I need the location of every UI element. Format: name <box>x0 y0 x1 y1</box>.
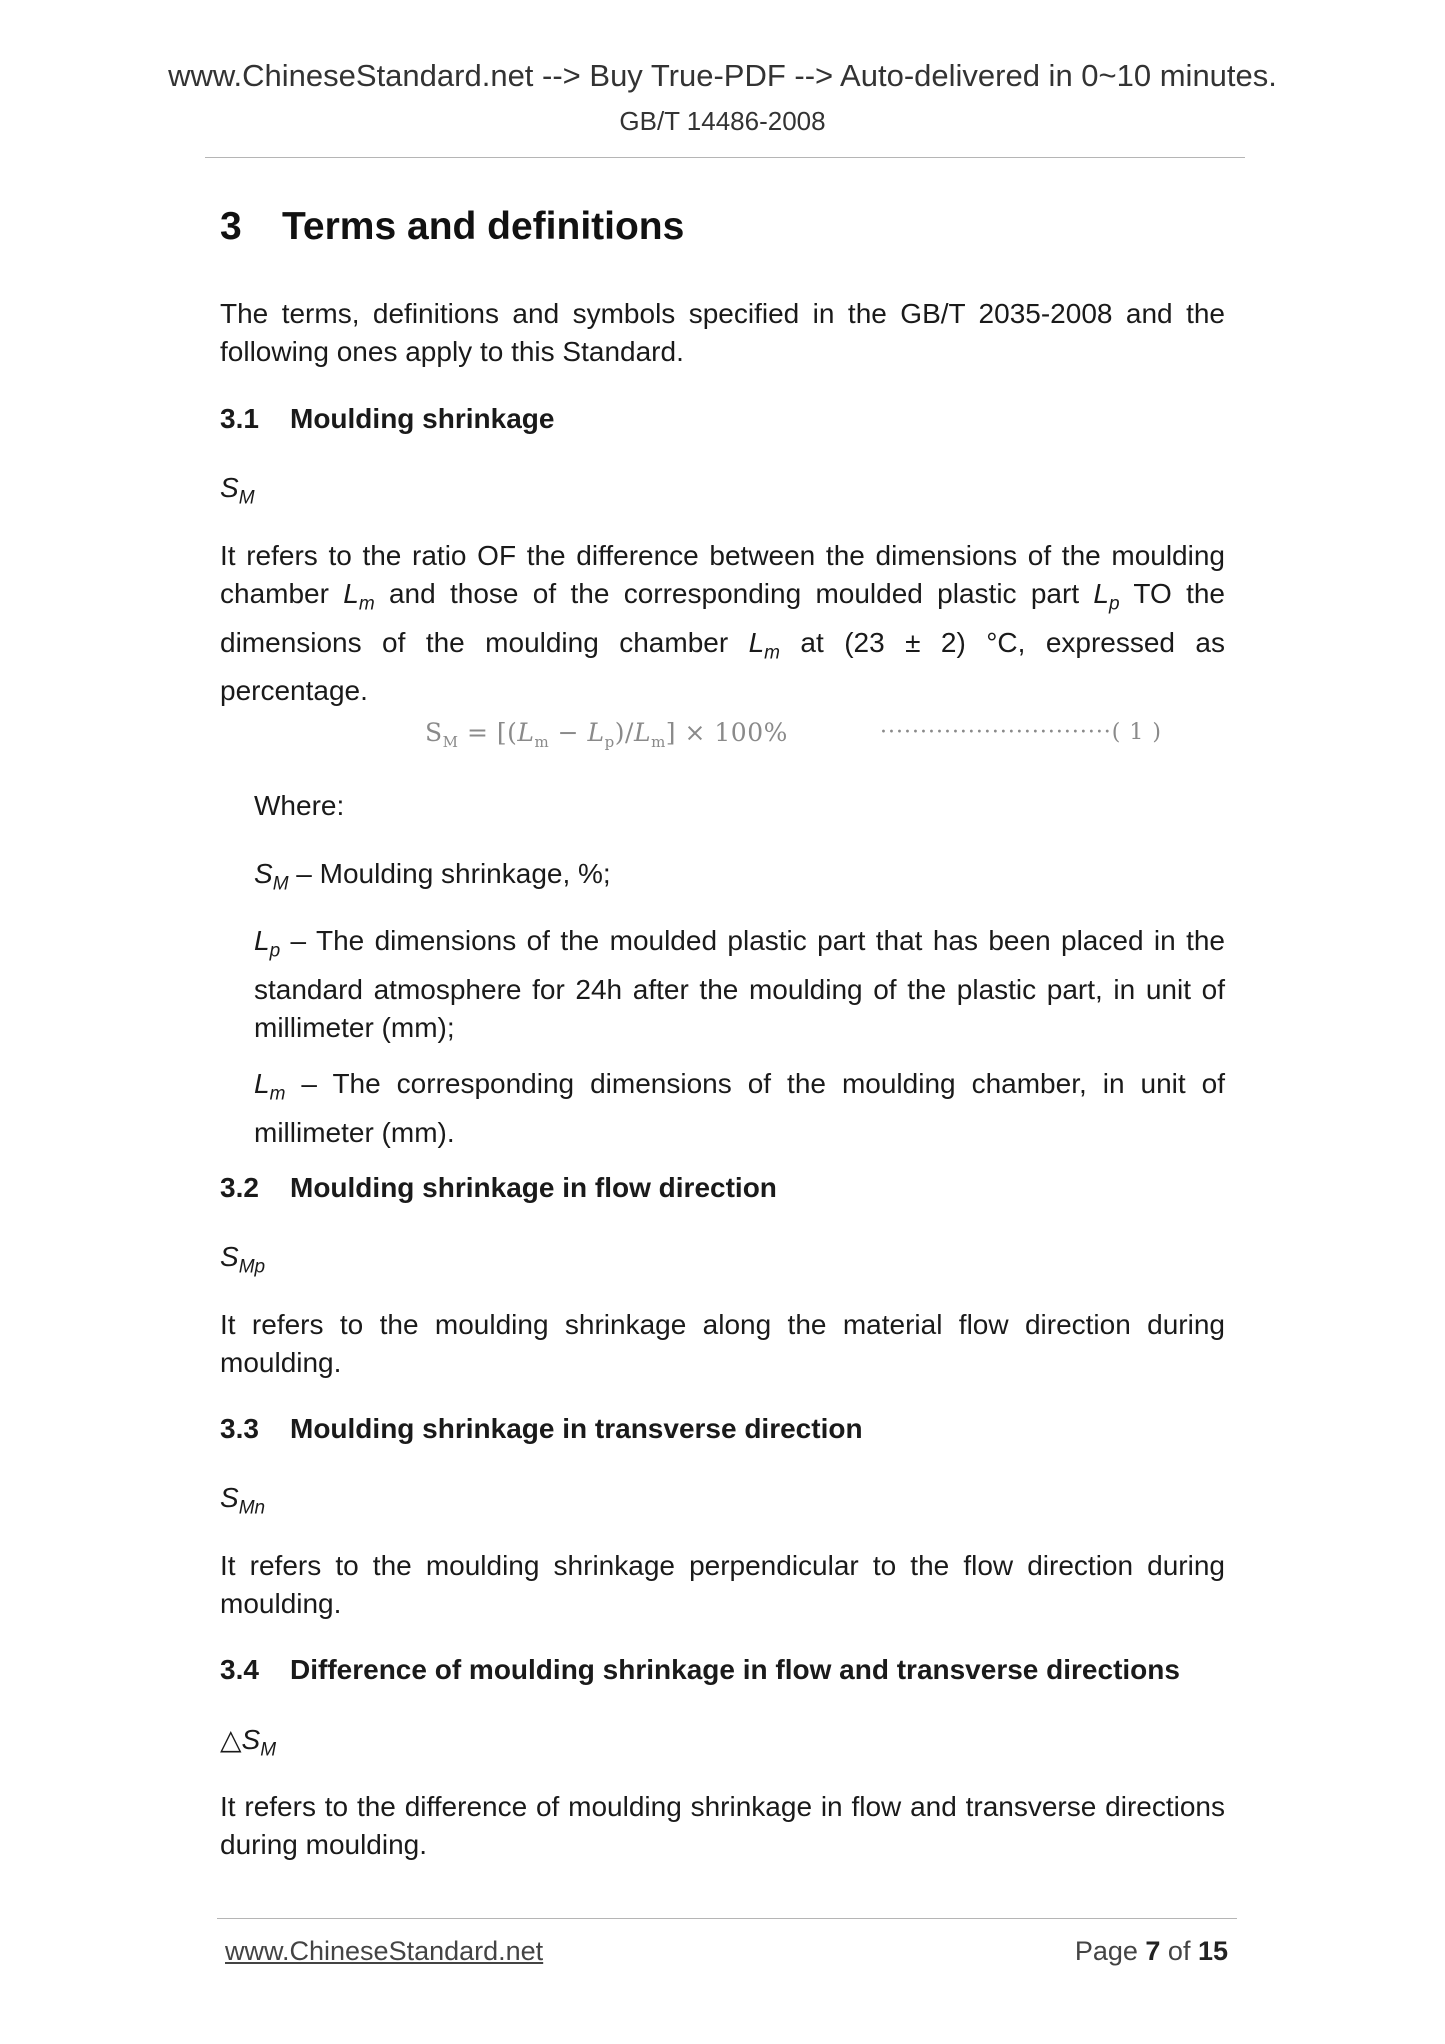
symbol-3-2-base: S <box>220 1241 239 1272</box>
symbol-3-3-sub: Mn <box>238 1497 266 1519</box>
header-divider <box>205 157 1245 158</box>
formula-tail: ] × 100% <box>665 718 788 747</box>
definition-3-3: It refers to the moulding shrinkage perpendicular to the flow direction during moulding. <box>220 1550 1225 1619</box>
page-of: of <box>1160 1936 1198 1966</box>
where-lm-sub: m <box>269 1083 286 1105</box>
page-indicator <box>1075 1936 1228 1967</box>
formula-div: )/ <box>614 718 634 747</box>
heading-3-1 <box>220 403 554 435</box>
formula-lhs: S <box>425 718 443 747</box>
formula-l3-sub: m <box>651 733 666 751</box>
symbol-3-3-base: S <box>220 1482 239 1513</box>
where-item-lp <box>254 922 1225 1047</box>
header-banner: www.ChineseStandard.net --> Buy True-PDF --> Auto-delivered in 0~10 minutes. <box>168 58 1277 93</box>
where-lp-text: – The dimensions of the moulded plastic part that has been placed in the standard atmosphere for 24h after the moulding of the plastic part, in unit of millimeter (mm); <box>254 925 1225 1043</box>
heading-3-2-number: 3.2 <box>220 1172 259 1203</box>
where-sm-symbol: S <box>254 858 273 889</box>
symbol-3-3 <box>220 1482 265 1520</box>
formula-l2: L <box>587 718 605 747</box>
section-title-text: Terms and definitions <box>282 205 685 248</box>
definition-3-1-part-a: It refers to the ratio OF the difference between the dimensions of the moulding chamber <box>220 540 1225 609</box>
where-lp-symbol: L <box>254 925 270 956</box>
symbol-3-2 <box>220 1241 265 1279</box>
formula-lhs-sub: M <box>442 733 459 751</box>
definition-3-1 <box>220 537 1225 710</box>
definition-3-1-part-b: and those of the corresponding moulded plastic part <box>374 578 1094 609</box>
standard-code: GB/T 14486-2008 <box>619 106 826 136</box>
var-lm: L <box>343 578 359 609</box>
var-lm-2-sub: m <box>764 642 780 664</box>
section-intro: The terms, definitions and symbols specified in the GB/T 2035-2008 and the following ones apply to this Standard. <box>220 298 1225 367</box>
where-label: Where: <box>254 790 345 821</box>
heading-3-4-number: 3.4 <box>220 1654 259 1685</box>
symbol-3-4-base: S <box>241 1724 261 1755</box>
formula-number: ·····························( 1 ) <box>880 720 1162 745</box>
where-lm-symbol: L <box>254 1068 270 1099</box>
section-title <box>220 205 684 249</box>
footer-site-link[interactable]: www.ChineseStandard.net <box>225 1936 544 1966</box>
definition-3-2: It refers to the moulding shrinkage along the material flow direction during moulding. <box>220 1309 1225 1378</box>
page-current: 7 <box>1145 1936 1161 1966</box>
heading-3-1-title: Moulding shrinkage <box>290 403 555 434</box>
footer-divider <box>217 1918 1237 1919</box>
definition-3-1-part-d: at (23 ± 2) °C, expressed as percentage. <box>220 626 1225 707</box>
heading-3-3-title: Moulding shrinkage in transverse direction <box>290 1413 863 1444</box>
symbol-3-1 <box>220 472 255 510</box>
section-number: 3 <box>220 205 242 248</box>
where-item-sm <box>254 855 1225 904</box>
symbol-3-1-sub: M <box>238 487 255 509</box>
where-sm-text: – Moulding shrinkage, %; <box>288 858 611 889</box>
where-item-lm <box>254 1065 1225 1152</box>
where-sm-sub: M <box>272 873 289 895</box>
var-lm-sub: m <box>358 593 375 615</box>
heading-3-2-title: Moulding shrinkage in flow direction <box>290 1172 777 1203</box>
heading-3-3 <box>220 1413 863 1445</box>
formula-minus: − <box>549 718 588 747</box>
formula-eq: = [( <box>458 718 518 747</box>
heading-3-3-number: 3.3 <box>220 1413 259 1444</box>
heading-3-2 <box>220 1172 777 1204</box>
where-lm-text: – The corresponding dimensions of the moulding chamber, in unit of millimeter (mm). <box>254 1068 1225 1148</box>
page-word: Page <box>1074 1936 1146 1966</box>
heading-3-1-number: 3.1 <box>220 403 259 434</box>
symbol-3-4 <box>220 1723 276 1762</box>
definition-3-1-part-c: TO the dimensions of the moulding chamber <box>220 578 1225 658</box>
heading-3-4 <box>220 1654 1180 1686</box>
definition-3-4: It refers to the difference of moulding shrinkage in flow and transverse directions during moulding. <box>220 1791 1225 1860</box>
page-total: 15 <box>1197 1936 1228 1966</box>
delta-triangle-icon: △ <box>220 1724 242 1755</box>
formula-l1-sub: m <box>534 733 550 751</box>
var-lm-2: L <box>748 626 765 658</box>
symbol-3-1-base: S <box>220 472 239 503</box>
formula-1 <box>425 718 788 751</box>
formula-l3: L <box>633 718 652 747</box>
formula-l1: L <box>517 718 535 747</box>
symbol-3-2-sub: Mp <box>238 1256 266 1278</box>
formula-l2-sub: p <box>604 733 615 751</box>
var-lp-sub: p <box>1109 593 1120 615</box>
where-lp-sub: p <box>269 940 281 962</box>
symbol-3-4-sub: M <box>260 1739 277 1761</box>
heading-3-4-title: Difference of moulding shrinkage in flow and transverse directions <box>290 1654 1180 1685</box>
var-lp: L <box>1093 578 1109 609</box>
